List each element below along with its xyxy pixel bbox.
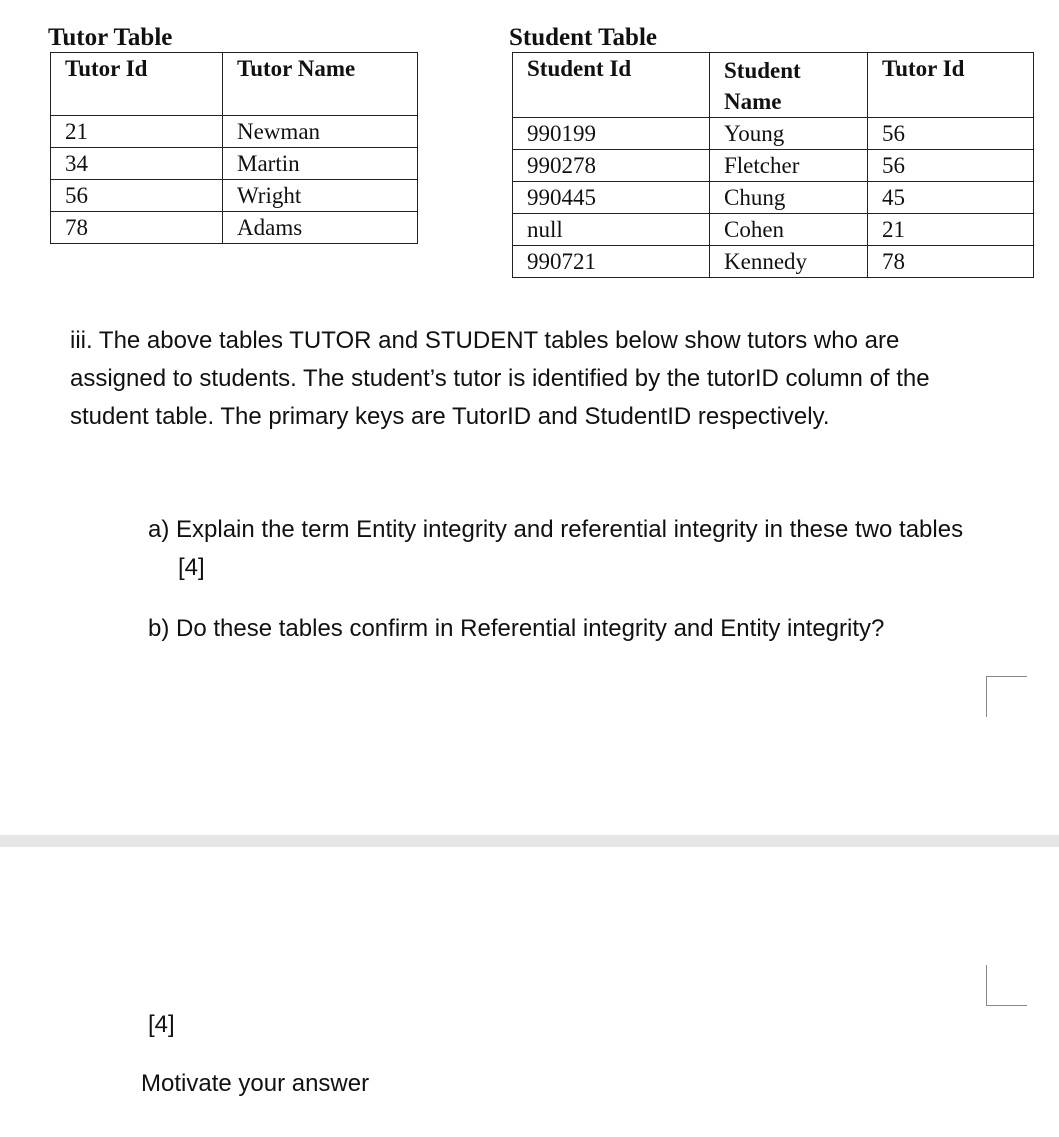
table-row xyxy=(513,118,1034,150)
table-row xyxy=(51,180,418,212)
table-cell: Chung xyxy=(710,182,868,214)
part-a-label: a) xyxy=(148,516,170,543)
tutor-table xyxy=(50,52,418,244)
table-row xyxy=(513,214,1034,246)
table-cell: 45 xyxy=(868,182,1034,214)
table-cell: 990278 xyxy=(513,150,710,182)
student-table-title: Student Table xyxy=(509,24,657,51)
table-cell: 990199 xyxy=(513,118,710,150)
part-a-marks: [4] xyxy=(178,554,205,581)
table-cell: 78 xyxy=(868,246,1034,278)
table-cell: Cohen xyxy=(710,214,868,246)
table-cell: 21 xyxy=(51,116,223,148)
table-cell: 34 xyxy=(51,148,223,180)
table-cell: Young xyxy=(710,118,868,150)
table-cell: Martin xyxy=(223,148,418,180)
table-row xyxy=(51,148,418,180)
question-text: The above tables TUTOR and STUDENT tables below show tutors who are assigned to students. The student’s tutor is identified by the tutorID column of the student table. The primary keys are TutorID and StudentID respectively. xyxy=(70,327,930,430)
motivate-text: Motivate your answer xyxy=(141,1070,370,1097)
part-b-text: Do these tables confirm in Referential integrity and Entity integrity? xyxy=(176,615,885,642)
part-b-label: b) xyxy=(148,615,170,642)
part-a xyxy=(148,511,1018,587)
student-table-header: Student Id xyxy=(513,53,710,118)
question-paragraph xyxy=(70,322,1000,436)
table-cell: 56 xyxy=(868,118,1034,150)
part-a-text: Explain the term Entity integrity and referential integrity in these two tables xyxy=(176,516,964,543)
table-cell: 21 xyxy=(868,214,1034,246)
table-cell: 56 xyxy=(51,180,223,212)
page-corner-mark xyxy=(986,676,1027,717)
student-table-header: Student Name xyxy=(710,53,868,118)
table-cell: 990445 xyxy=(513,182,710,214)
question-number: iii. xyxy=(70,327,93,354)
table-cell: Adams xyxy=(223,212,418,244)
tutor-table-header: Tutor Name xyxy=(223,53,418,116)
table-cell: 990721 xyxy=(513,246,710,278)
part-b xyxy=(148,610,1028,648)
table-cell: null xyxy=(513,214,710,246)
student-table xyxy=(512,52,1034,278)
table-cell: Kennedy xyxy=(710,246,868,278)
table-cell: Newman xyxy=(223,116,418,148)
table-cell: 78 xyxy=(51,212,223,244)
tutor-table-header: Tutor Id xyxy=(51,53,223,116)
table-row xyxy=(513,150,1034,182)
page-divider xyxy=(0,835,1059,847)
table-row xyxy=(513,182,1034,214)
table-cell: Fletcher xyxy=(710,150,868,182)
table-cell: 56 xyxy=(868,150,1034,182)
part-b-marks: [4] xyxy=(148,1011,175,1038)
table-row xyxy=(513,246,1034,278)
table-row xyxy=(51,212,418,244)
tutor-table-title: Tutor Table xyxy=(48,24,173,51)
page-corner-mark xyxy=(986,965,1027,1006)
table-row xyxy=(51,116,418,148)
table-cell: Wright xyxy=(223,180,418,212)
student-table-header: Tutor Id xyxy=(868,53,1034,118)
